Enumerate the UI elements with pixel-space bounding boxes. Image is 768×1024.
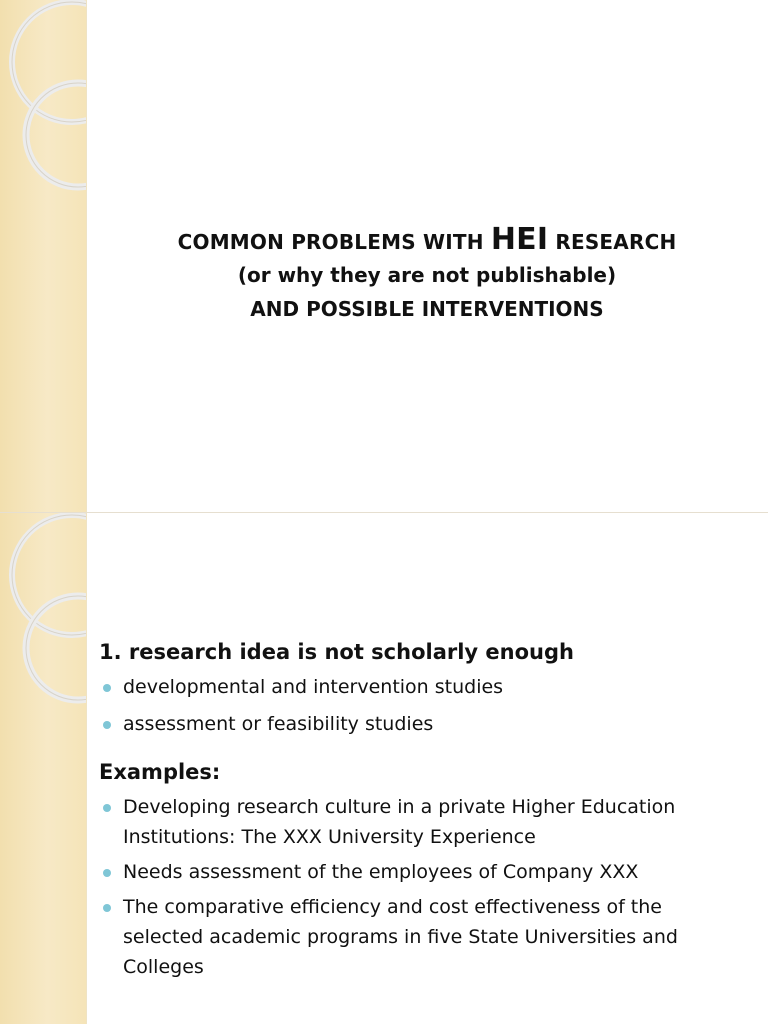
list-item-text: assessment or feasibility studies (123, 713, 434, 735)
list-item (99, 709, 738, 740)
list-item (99, 892, 738, 982)
decorative-rings-icon (0, 0, 86, 512)
examples-heading: Examples: (99, 760, 221, 784)
slide-subtitle: (or why they are not publishable) (237, 263, 617, 287)
bullet-icon (103, 684, 111, 692)
list-item (99, 792, 738, 852)
bullet-list (99, 672, 738, 740)
bullet-icon (103, 804, 111, 812)
list-item-text: The comparative efficiency and cost effectiveness of the selected academic programs in five State Universities and Colleges (123, 896, 678, 978)
slide-title (86, 222, 768, 257)
title-text-part1: COMMON PROBLEMS WITH (177, 230, 491, 254)
list-item-text: Developing research culture in a private Higher Education Institutions: The XXX University Experience (123, 796, 676, 848)
bullet-icon (103, 721, 111, 729)
title-block (86, 222, 768, 321)
list-item (99, 672, 738, 703)
content-heading: 1. research idea is not scholarly enough (99, 640, 574, 664)
bullet-icon (103, 904, 111, 912)
content-body (99, 640, 738, 987)
decorative-rings-icon (0, 513, 86, 1024)
list-item-text: Needs assessment of the employees of Company XXX (123, 861, 639, 883)
decorative-strip (0, 513, 87, 1024)
list-item (99, 857, 738, 887)
decorative-strip (0, 0, 87, 512)
title-text-part2: RESEARCH (548, 230, 677, 254)
examples-list (99, 792, 738, 982)
bullet-icon (103, 869, 111, 877)
title-text-big: HEI (490, 222, 549, 257)
slide-title-line3: AND POSSIBLE INTERVENTIONS (250, 297, 604, 321)
list-item-text: developmental and intervention studies (123, 676, 504, 698)
